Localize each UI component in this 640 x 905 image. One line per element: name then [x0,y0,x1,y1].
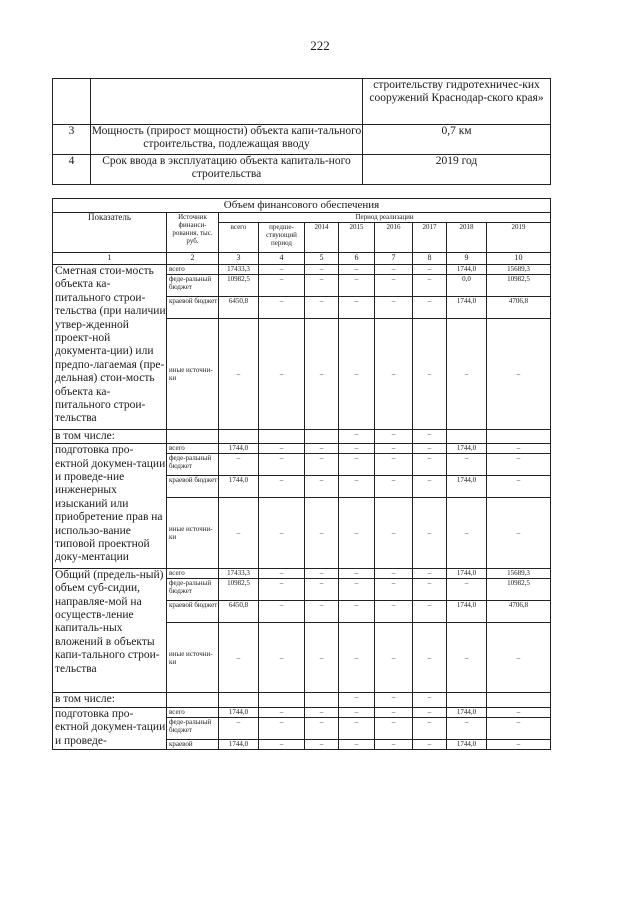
source-label: феде-ральный бюджет [167,717,219,739]
value-cell: – [413,454,447,476]
table-cell [305,693,339,707]
row-value: строительству гидротехничес-ких сооружений Краснодар-ского края» [363,79,551,125]
table-row [53,199,551,213]
value-cell: – [413,707,447,717]
column-number: 10 [487,253,551,265]
value-cell: – [339,297,375,319]
value-cell: – [305,265,339,275]
period-header: Период реализации [219,213,551,223]
value-cell: 1744,0 [447,568,487,578]
value-cell: – [259,707,305,717]
table-cell [447,693,487,707]
table-cell: – [413,693,447,707]
value-cell: 10982,5 [487,275,551,297]
row-number: 4 [53,155,91,185]
value-cell: – [487,622,551,693]
value-cell: – [305,275,339,297]
value-cell: 17433,3 [219,568,259,578]
value-cell: – [375,476,413,498]
value-cell: – [413,275,447,297]
value-cell: – [305,454,339,476]
table-row [53,79,551,125]
source-label: феде-ральный бюджет [167,275,219,297]
value-cell: – [259,739,305,749]
value-cell: 15689,3 [487,265,551,275]
value-cell: – [305,600,339,622]
value-cell: – [339,498,375,569]
value-cell: – [305,717,339,739]
value-cell: 1744,0 [447,600,487,622]
value-cell: – [259,578,305,600]
value-cell: – [339,265,375,275]
value-cell: – [447,622,487,693]
table-row [53,429,551,443]
column-number: 8 [413,253,447,265]
value-cell: 1744,0 [219,476,259,498]
value-cell: – [487,739,551,749]
table-cell: – [339,429,375,443]
source-label: всего [167,265,219,275]
value-cell: 6450,8 [219,600,259,622]
value-cell: – [375,622,413,693]
value-cell: – [487,707,551,717]
table-row [53,444,551,454]
value-cell: 4706,8 [487,600,551,622]
column-number: 1 [53,253,167,265]
value-cell: – [339,444,375,454]
source-label: феде-ральный бюджет [167,454,219,476]
value-cell: 1744,0 [447,476,487,498]
value-cell: – [259,600,305,622]
year-header: 2014 [305,223,339,253]
source-label: иные источни-ки [167,319,219,430]
page-number: 222 [310,38,330,53]
column-number: 4 [259,253,305,265]
row-value: 0,7 км [363,125,551,155]
table-row [53,568,551,578]
source-label: краевой бюджет [167,476,219,498]
source-header: Источник финанси-рования, тыс. руб. [167,213,219,253]
value-cell: – [259,297,305,319]
source-label: краевой бюджет [167,297,219,319]
table-cell: – [339,693,375,707]
table-row [53,253,551,265]
value-cell: – [413,739,447,749]
row-number: 3 [53,125,91,155]
value-cell: – [339,622,375,693]
value-cell: – [487,717,551,739]
source-label: всего [167,444,219,454]
value-cell: – [339,717,375,739]
year-header: 2017 [413,223,447,253]
table-cell [447,429,487,443]
table-cell [259,429,305,443]
table-cell: – [375,429,413,443]
row-label: Срок ввода в эксплуатацию объекта капиталь-ного строительства [91,155,363,185]
value-cell: – [339,476,375,498]
value-cell: – [339,454,375,476]
value-cell: – [447,319,487,430]
table-cell [487,429,551,443]
value-cell: – [487,498,551,569]
value-cell: 0,0 [447,275,487,297]
value-cell: – [305,297,339,319]
value-cell: – [413,444,447,454]
column-number: 5 [305,253,339,265]
value-cell: – [413,568,447,578]
value-cell: – [375,275,413,297]
value-cell: – [339,275,375,297]
total-header: всего [219,223,259,253]
table-row [53,707,551,717]
previous-period-header: предше-ствующий период [259,223,305,253]
value-cell: – [413,622,447,693]
value-cell: – [375,498,413,569]
value-cell: 1744,0 [447,444,487,454]
table-cell: – [375,693,413,707]
row-label: Мощность (прирост мощности) объекта капи-тального строительства, подлежащая вводу [91,125,363,155]
table-row [53,693,551,707]
value-cell: – [447,578,487,600]
value-cell: – [375,739,413,749]
value-cell: – [413,265,447,275]
object-info-table [52,78,551,185]
table-cell [487,693,551,707]
value-cell: – [375,578,413,600]
value-cell: 1744,0 [219,739,259,749]
value-cell: 15689,3 [487,568,551,578]
value-cell: – [487,444,551,454]
source-label: всего [167,707,219,717]
value-cell: – [375,444,413,454]
value-cell: – [259,444,305,454]
year-header: 2018 [447,223,487,253]
value-cell: – [447,454,487,476]
value-cell: – [219,319,259,430]
value-cell: – [259,568,305,578]
source-label: феде-ральный бюджет [167,578,219,600]
value-cell: – [305,707,339,717]
value-cell: – [375,265,413,275]
source-label: иные источни-ки [167,498,219,569]
indicator-label: подготовка про-ектной докумен-тации и проведе-ние инженерных изысканий или приобретение прав на использо-вание типовой проектной доку-ментации [53,444,167,569]
source-label: краевой [167,739,219,749]
value-cell: – [413,498,447,569]
source-label: всего [167,568,219,578]
value-cell: – [219,498,259,569]
row-value: 2019 год [363,155,551,185]
financing-table [52,198,551,750]
value-cell: 1744,0 [447,265,487,275]
table-cell [167,693,219,707]
value-cell: – [305,568,339,578]
value-cell: 10982,5 [219,275,259,297]
value-cell: – [447,717,487,739]
value-cell: – [375,717,413,739]
year-header: 2019 [487,223,551,253]
value-cell: – [447,498,487,569]
row-number [53,79,91,125]
table-cell [167,429,219,443]
table-cell [305,429,339,443]
value-cell: – [259,275,305,297]
table-cell [259,693,305,707]
value-cell: – [413,717,447,739]
value-cell: – [259,498,305,569]
value-cell: – [339,600,375,622]
table-cell [219,429,259,443]
value-cell: – [339,578,375,600]
row-label [91,79,363,125]
indicator-label: Сметная стои-мость объекта ка-питального строи-тельства (при наличии утвер-жденной проект-ной документа-ции) или предпо-лагаемая (пре-дельная) стои-мость объекта ка-питального строи-тельства [53,265,167,430]
value-cell: – [375,454,413,476]
column-number: 7 [375,253,413,265]
value-cell: – [259,717,305,739]
value-cell: – [487,319,551,430]
value-cell: – [339,319,375,430]
value-cell: 6450,8 [219,297,259,319]
value-cell: – [259,319,305,430]
value-cell: – [305,476,339,498]
table-cell: – [413,429,447,443]
value-cell: 1744,0 [219,444,259,454]
indicator-label: Общий (предель-ный) объем суб-сидии, направляе-мой на осуществ-ление капиталь-ных вложений в объекты капи-тального строи-тельства [53,568,167,693]
table-row [53,265,551,275]
value-cell: 1744,0 [447,707,487,717]
value-cell: – [259,622,305,693]
value-cell: – [259,454,305,476]
value-cell: – [219,717,259,739]
value-cell: 17433,3 [219,265,259,275]
table-row [53,125,551,155]
value-cell: 1744,0 [447,739,487,749]
value-cell: – [259,476,305,498]
indicator-label: подготовка про-ектной докумен-тации и проведе- [53,707,167,749]
value-cell: – [219,454,259,476]
value-cell: – [375,707,413,717]
value-cell: – [375,600,413,622]
year-header: 2016 [375,223,413,253]
value-cell: – [413,600,447,622]
value-cell: – [259,265,305,275]
value-cell: – [339,568,375,578]
value-cell: 10982,5 [219,578,259,600]
table-cell [219,693,259,707]
source-label: иные источни-ки [167,622,219,693]
column-number: 2 [167,253,219,265]
column-number: 9 [447,253,487,265]
value-cell: – [413,319,447,430]
value-cell: – [375,319,413,430]
value-cell: – [413,578,447,600]
value-cell: – [305,578,339,600]
value-cell: 1744,0 [447,297,487,319]
source-label: краевой бюджет [167,600,219,622]
value-cell: – [219,622,259,693]
value-cell: – [305,739,339,749]
value-cell: – [305,319,339,430]
value-cell: 1744,0 [219,707,259,717]
value-cell: – [413,297,447,319]
value-cell: – [339,739,375,749]
table-row [53,213,551,223]
year-header: 2015 [339,223,375,253]
column-number: 3 [219,253,259,265]
financing-title: Объем финансового обеспечения [53,199,551,213]
indicator-header: Показатель [53,213,167,253]
value-cell: – [487,454,551,476]
value-cell: – [375,297,413,319]
value-cell: 4706,8 [487,297,551,319]
subheader-label: в том числе: [53,429,167,443]
value-cell: – [305,498,339,569]
value-cell: – [413,476,447,498]
subheader-label: в том числе: [53,693,167,707]
value-cell: – [305,622,339,693]
value-cell: – [305,444,339,454]
table-row [53,155,551,185]
value-cell: 10982,5 [487,578,551,600]
value-cell: – [339,707,375,717]
value-cell: – [487,476,551,498]
value-cell: – [375,568,413,578]
column-number: 6 [339,253,375,265]
